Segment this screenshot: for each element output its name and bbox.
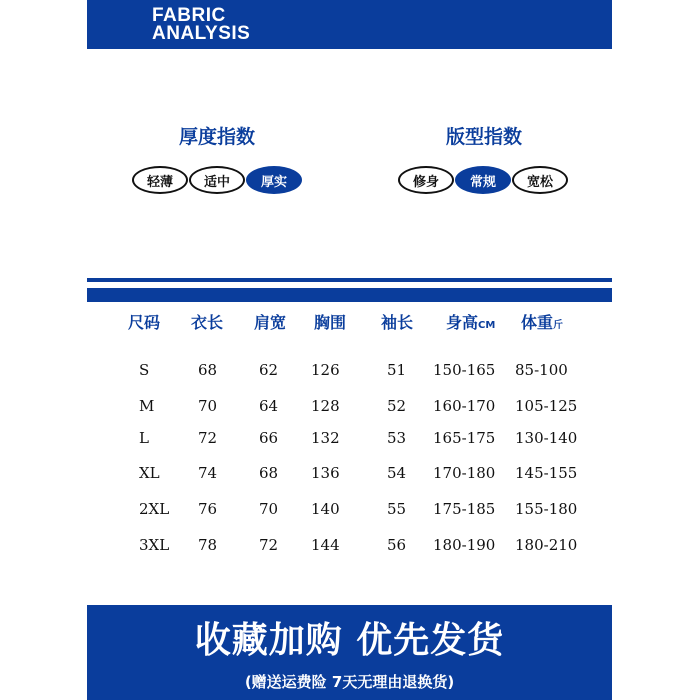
size-table-header-0 bbox=[128, 310, 160, 333]
size-table-header-6 bbox=[521, 310, 563, 333]
size-table-header-4 bbox=[381, 310, 413, 333]
size-table-cell: 165-175 bbox=[433, 429, 496, 447]
size-table-cell: 150-165 bbox=[433, 361, 496, 379]
size-table-cell: 85-100 bbox=[515, 361, 568, 379]
size-table-header-label: 体重 bbox=[521, 313, 554, 332]
thickness-option-1: 适中 bbox=[189, 166, 245, 194]
size-table-header-1 bbox=[191, 310, 223, 333]
header-title-line1: FABRIC bbox=[152, 5, 226, 26]
fit-option-0: 修身 bbox=[398, 166, 454, 194]
size-table-header-3 bbox=[314, 310, 346, 333]
size-table-cell: 130-140 bbox=[515, 429, 578, 447]
size-table-cell: 70 bbox=[259, 500, 279, 518]
size-table-cell: 68 bbox=[198, 361, 218, 379]
size-table-header-label: 袖长 bbox=[381, 313, 414, 332]
size-table-cell: 70 bbox=[198, 397, 218, 415]
size-table-cell: 3XL bbox=[139, 536, 170, 554]
size-table-cell: 155-180 bbox=[515, 500, 578, 518]
size-table-cell: 180-210 bbox=[515, 536, 578, 554]
fit-option-2: 宽松 bbox=[512, 166, 568, 194]
size-table-cell: 55 bbox=[387, 500, 407, 518]
footer-slogan: 收藏加购 优先发货 bbox=[194, 620, 505, 661]
size-table-cell: 105-125 bbox=[515, 397, 578, 415]
fit-index-title: 版型指数 bbox=[445, 126, 522, 148]
size-table-cell: 128 bbox=[311, 397, 340, 415]
size-table-header-2 bbox=[254, 310, 286, 333]
size-table-cell: 51 bbox=[387, 361, 407, 379]
thickness-index-title: 厚度指数 bbox=[178, 126, 255, 148]
size-table-header-unit: CM bbox=[478, 320, 496, 331]
size-table-cell: 136 bbox=[311, 464, 340, 482]
size-table-cell: 66 bbox=[259, 429, 279, 447]
size-table-cell: 160-170 bbox=[433, 397, 496, 415]
size-table-header-label: 衣长 bbox=[191, 313, 224, 332]
size-table-cell: 64 bbox=[259, 397, 279, 415]
size-table-cell: XL bbox=[139, 464, 160, 482]
size-table-cell: 78 bbox=[198, 536, 218, 554]
size-table-cell: 52 bbox=[387, 397, 407, 415]
size-table-cell: 144 bbox=[311, 536, 340, 554]
size-table-header-label: 胸围 bbox=[314, 313, 347, 332]
size-table-cell: 54 bbox=[387, 464, 407, 482]
size-table-cell: 68 bbox=[259, 464, 279, 482]
size-table-header-label: 尺码 bbox=[128, 313, 161, 332]
size-table-cell: S bbox=[139, 361, 150, 379]
size-table-header-unit: 斤 bbox=[553, 320, 564, 331]
size-table-cell: 180-190 bbox=[433, 536, 496, 554]
size-table-cell: 76 bbox=[198, 500, 218, 518]
size-table-header-label: 肩宽 bbox=[254, 313, 287, 332]
size-table-cell: 145-155 bbox=[515, 464, 578, 482]
thickness-option-2: 厚实 bbox=[246, 166, 302, 194]
size-table-cell: M bbox=[139, 397, 155, 415]
size-table-cell: 132 bbox=[311, 429, 340, 447]
size-table-cell: 170-180 bbox=[433, 464, 496, 482]
size-table-cell: 140 bbox=[311, 500, 340, 518]
size-table-cell: 53 bbox=[387, 429, 407, 447]
size-table-header-5 bbox=[446, 310, 495, 333]
footer-note: (赠送运费险 7天无理由退换货) bbox=[244, 673, 455, 691]
size-table-cell: 2XL bbox=[139, 500, 170, 518]
thickness-option-0: 轻薄 bbox=[132, 166, 188, 194]
size-table-cell: 72 bbox=[259, 536, 279, 554]
size-table-cell: L bbox=[139, 429, 149, 447]
size-table-cell: 56 bbox=[387, 536, 407, 554]
divider-thick bbox=[87, 288, 612, 302]
size-table-cell: 126 bbox=[311, 361, 340, 379]
size-table-cell: 175-185 bbox=[433, 500, 496, 518]
size-table-header-label: 身高 bbox=[446, 313, 479, 332]
header-title-line2: ANALYSIS bbox=[152, 23, 251, 44]
divider-thin bbox=[87, 278, 612, 282]
fit-option-1: 常规 bbox=[455, 166, 511, 194]
size-table-cell: 74 bbox=[198, 464, 218, 482]
size-table-cell: 72 bbox=[198, 429, 218, 447]
size-table-cell: 62 bbox=[259, 361, 279, 379]
